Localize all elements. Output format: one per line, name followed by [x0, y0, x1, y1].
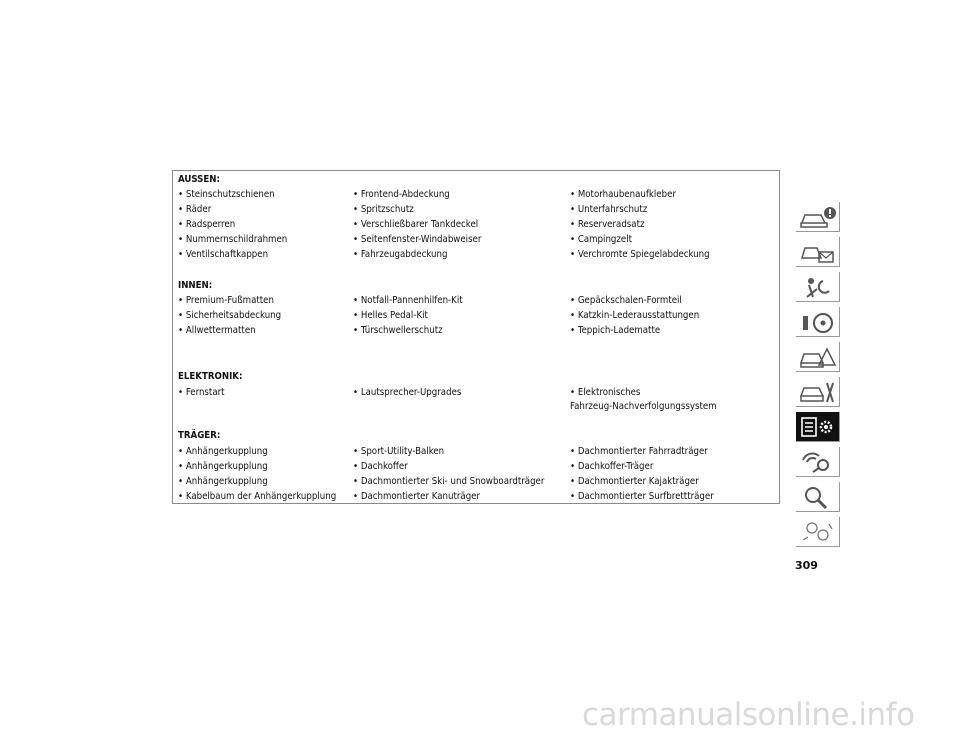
list-item: • Allwettermatten: [178, 325, 256, 336]
car-message-icon: [799, 240, 837, 264]
list-item: • Verchromte Spiegelabdeckung: [570, 249, 710, 260]
tab-emergency[interactable]: [796, 342, 840, 372]
list-item: • Kabelbaum der Anhängerkupplung: [178, 491, 337, 502]
tab-service[interactable]: [796, 377, 840, 407]
airbag-safety-icon: [799, 275, 837, 299]
list-item: • Fernstart: [178, 387, 225, 398]
list-item: • Dachmontierter Kanuträger: [353, 491, 481, 502]
list-item: • Anhängerkupplung: [178, 476, 268, 487]
tab-multimedia[interactable]: [796, 447, 840, 477]
index-search-icon: [799, 485, 837, 509]
tab-car-info[interactable]: [796, 202, 840, 232]
list-item: • Dachmontierter Fahrradträger: [570, 446, 708, 457]
list-item: • Dachkoffer: [353, 461, 408, 472]
list-item: • Anhängerkupplung: [178, 446, 268, 457]
tab-languages[interactable]: [796, 517, 840, 547]
list-item: • Motorhaubenaufkleber: [570, 189, 676, 200]
list-item: • Spritzschutz: [353, 204, 414, 215]
tab-messages[interactable]: [796, 237, 840, 267]
car-service-icon: [799, 380, 837, 404]
specifications-gear-icon: [799, 415, 837, 439]
list-item: • Notfall-Pannenhilfen-Kit: [353, 295, 463, 306]
list-item: • Sicherheitsabdeckung: [178, 310, 282, 321]
list-item: • Katzkin-Lederausstattungen: [570, 310, 700, 321]
list-item: • Türschwellerschutz: [353, 325, 443, 336]
list-item: • Campingzelt: [570, 234, 633, 245]
list-item: • Helles Pedal-Kit: [353, 310, 428, 321]
list-item: • Reserveradsatz: [570, 219, 645, 230]
car-warning-icon: [799, 345, 837, 369]
tab-specifications[interactable]: [796, 412, 840, 442]
list-item: • Nummernschildrahmen: [178, 234, 288, 245]
accessories-table: [172, 170, 780, 504]
tab-driving[interactable]: [796, 307, 840, 337]
list-item: • Ventilschaftkappen: [178, 249, 269, 260]
list-item: • Teppich-Ladematte: [570, 325, 661, 336]
list-item: • Anhängerkupplung: [178, 461, 268, 472]
list-item: • Dachkoffer-Träger: [570, 461, 654, 472]
section-heading-elektronik: ELEKTRONIK:: [178, 371, 243, 382]
list-item: • Lautsprecher-Upgrades: [353, 387, 462, 398]
section-heading-innen: INNEN:: [178, 280, 213, 291]
list-item-continuation: Fahrzeug-Nachverfolgungssystem: [570, 401, 717, 412]
list-item: • Sport-Utility-Balken: [353, 446, 445, 457]
tab-safety[interactable]: [796, 272, 840, 302]
list-item: • Dachmontierter Ski- und Snowboardträger: [353, 476, 545, 487]
tab-index[interactable]: [796, 482, 840, 512]
page-number: 309: [795, 559, 818, 572]
multimedia-icon: [799, 450, 837, 474]
list-item: • Unterfahrschutz: [570, 204, 648, 215]
list-item: • Steinschutzschienen: [178, 189, 275, 200]
list-item: • Seitenfenster-Windabweiser: [353, 234, 482, 245]
list-item: • Dachmontierter Kajakträger: [570, 476, 699, 487]
list-item: • Fahrzeugabdeckung: [353, 249, 448, 260]
list-item: • Elektronisches: [570, 387, 641, 398]
list-item: • Verschließbarer Tankdeckel: [353, 219, 479, 230]
list-item: • Räder: [178, 204, 212, 215]
languages-icon: [799, 520, 837, 544]
list-item: • Radsperren: [178, 219, 236, 230]
section-heading-traeger: TRÄGER:: [178, 430, 221, 441]
list-item: • Premium-Fußmatten: [178, 295, 274, 306]
watermark: carmanualsonline.info: [582, 697, 915, 733]
car-info-icon: [799, 205, 837, 229]
list-item: • Gepäckschalen-Formteil: [570, 295, 682, 306]
list-item: • Dachmontierter Surfbrettträger: [570, 491, 714, 502]
list-item: • Frontend-Abdeckung: [353, 189, 450, 200]
steering-wheel-icon: [799, 310, 837, 334]
section-heading-aussen: AUSSEN:: [178, 174, 220, 185]
